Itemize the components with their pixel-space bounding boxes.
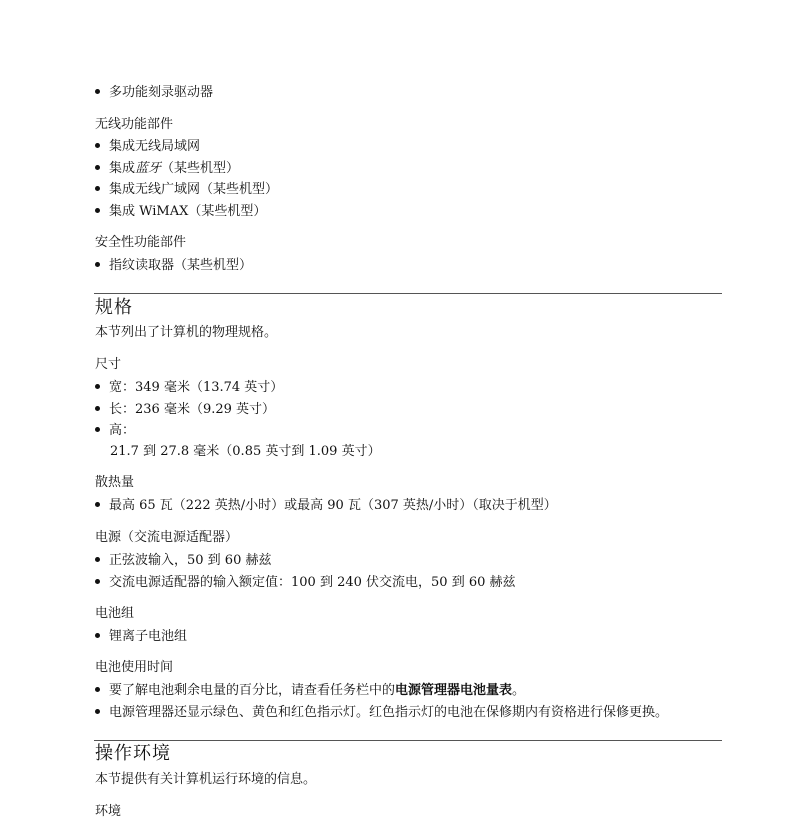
section-title-env: 操作环境: [95, 743, 171, 764]
bullet-icon: [95, 384, 100, 389]
env-label: 环境: [95, 804, 122, 819]
list-item: 高：: [95, 422, 722, 440]
list-item: 宽：349 毫米（13.74 英寸）: [95, 379, 722, 397]
wireless-label: 无线功能部件: [95, 117, 174, 132]
bullet-icon: [95, 208, 100, 213]
bullet-icon: [95, 406, 100, 411]
bullet-icon: [95, 143, 100, 148]
bullet-icon: [95, 262, 100, 267]
battery-meter-term: 电源管理器电池量表: [395, 683, 513, 698]
bullet-icon: [95, 186, 100, 191]
bullet-icon: [95, 709, 100, 714]
height-value: 21.7 到 27.8 毫米（0.85 英寸到 1.09 英寸）: [110, 444, 381, 459]
security-label: 安全性功能部件: [95, 235, 187, 250]
list-item: 正弦波输入，50 到 60 赫兹: [95, 552, 722, 570]
bullet-icon: [95, 633, 100, 638]
list-item: 集成无线局域网: [95, 138, 722, 156]
list-item: 电源管理器还显示绿色、黄色和红色指示灯。红色指示灯的电池在保修期内有资格进行保修更换。: [95, 704, 722, 722]
section-title-specs: 规格: [95, 297, 133, 318]
list-item: 最高 65 瓦（222 英热/小时）或最高 90 瓦（307 英热/小时）（取决于机型）: [95, 497, 722, 515]
power-label: 电源（交流电源适配器）: [95, 530, 239, 545]
list-item: 集成 WiMAX（某些机型）: [95, 203, 722, 221]
bullet-icon: [95, 165, 100, 170]
list-item: 长：236 毫米（9.29 英寸）: [95, 401, 722, 419]
specs-intro: 本节列出了计算机的物理规格。: [95, 325, 278, 340]
size-label: 尺寸: [95, 357, 122, 372]
env-intro: 本节提供有关计算机运行环境的信息。: [95, 772, 317, 787]
battery-time-label: 电池使用时间: [95, 660, 174, 675]
list-item: 锂离子电池组: [95, 628, 722, 646]
bullet-icon: [95, 687, 100, 692]
heat-label: 散热量: [95, 475, 135, 490]
bullet-icon: [95, 579, 100, 584]
list-item: 要了解电池剩余电量的百分比，请查看任务栏中的电源管理器电池量表。: [95, 682, 722, 700]
battery-label: 电池组: [95, 606, 135, 621]
list-item: 集成蓝牙（某些机型）: [95, 160, 722, 178]
bullet-icon: [95, 89, 100, 94]
section-divider: [94, 740, 722, 741]
bullet-icon: [95, 557, 100, 562]
list-item: 交流电源适配器的输入额定值：100 到 240 伏交流电，50 到 60 赫兹: [95, 574, 722, 592]
bullet-icon: [95, 502, 100, 507]
list-item: 指纹读取器（某些机型）: [95, 257, 722, 275]
bullet-icon: [95, 427, 100, 432]
list-item: 集成无线广域网（某些机型）: [95, 181, 722, 199]
list-item: 多功能刻录驱动器: [95, 84, 722, 102]
section-divider: [94, 293, 722, 294]
